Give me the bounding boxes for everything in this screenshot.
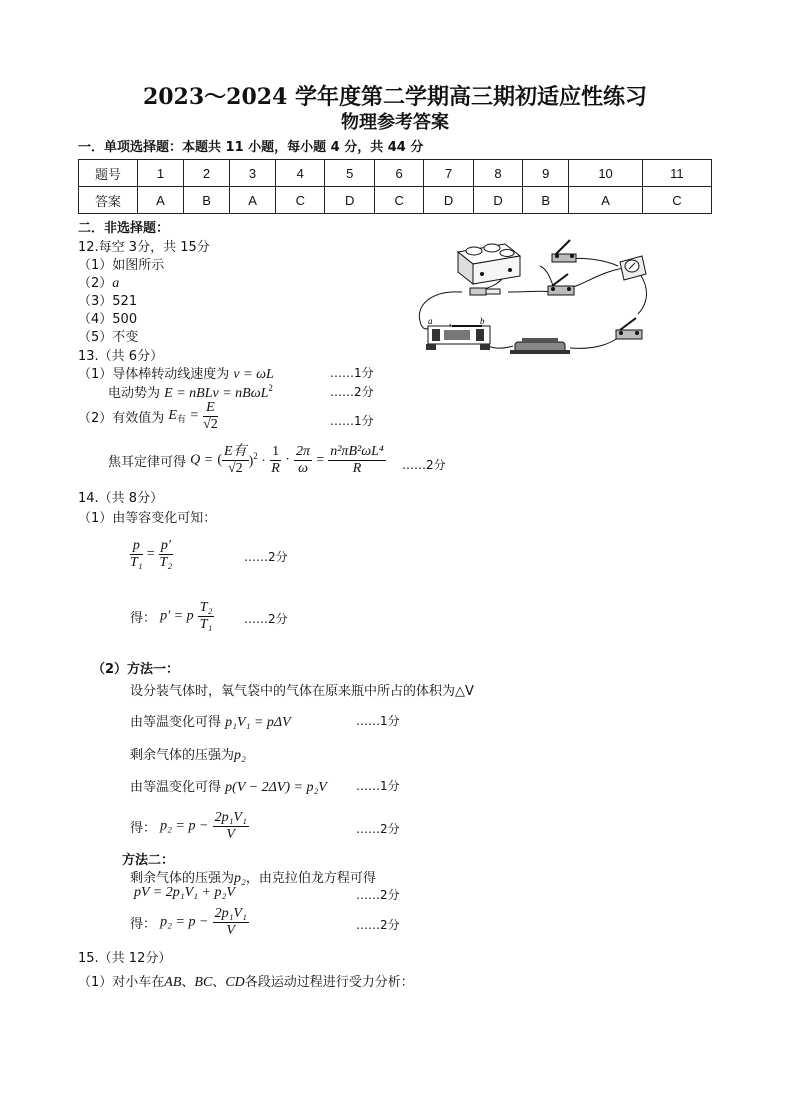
circuit-label-b: b bbox=[480, 316, 485, 326]
answer-cell: A bbox=[138, 187, 184, 214]
q12-item-2-var: a bbox=[112, 276, 120, 291]
section1-heading: 一．单项选择题：本题共 11 小题，每小题 4 分，共 44 分 bbox=[78, 140, 424, 155]
q13-l4-frac1 bbox=[222, 444, 249, 477]
q12-item-2 bbox=[78, 272, 119, 292]
q14-m1-l5-math: p₂ = p − bbox=[160, 818, 209, 834]
question-cell: 6 bbox=[374, 160, 423, 187]
q14-method2-label: 方法二： bbox=[122, 853, 175, 868]
q13-l3-score: ……1分 bbox=[330, 414, 374, 428]
question-cell: 4 bbox=[276, 160, 325, 187]
q13-l3-den: √2 bbox=[203, 417, 218, 432]
q14-m1-line5 bbox=[130, 810, 249, 843]
answer-cell: C bbox=[642, 187, 711, 214]
q13-l4-f1d: √2 bbox=[227, 461, 243, 476]
q13-l4-f3n: 2π bbox=[296, 444, 311, 459]
q13-l4-text: 焦耳定律可得 bbox=[108, 455, 187, 470]
question-cell: 1 bbox=[138, 160, 184, 187]
q14-m2-l1-var: p₂ bbox=[234, 871, 246, 886]
q14-m2-l3-math: p₂ = p − bbox=[160, 914, 209, 930]
section2-heading: 二．非选择题： bbox=[78, 221, 170, 236]
question-cell: 7 bbox=[424, 160, 473, 187]
q14-m2-l3-get: 得： bbox=[130, 917, 157, 932]
q15-l1-sep2: 、 bbox=[212, 975, 226, 990]
q14-m1-line1: 设分装气体时，氧气袋中的气体在原来瓶中所占的体积为△V bbox=[130, 684, 474, 699]
q14-m1-l4-math: p(V − 2ΔV) = p₂V bbox=[225, 780, 327, 795]
q14-m2-l3-score: ……2分 bbox=[356, 918, 400, 932]
q13-l1-score: ……1分 bbox=[330, 366, 374, 380]
q14-p1-frac1 bbox=[130, 538, 143, 571]
q14-p1-eq2 bbox=[130, 600, 214, 633]
question-cell: 11 bbox=[642, 160, 711, 187]
q14-p1-score2: ……2分 bbox=[244, 612, 288, 626]
q13-l2-text: 电动势为 bbox=[108, 386, 161, 401]
q14-p1-get: 得： bbox=[130, 611, 157, 626]
q14-m2-l3-n: 2p₁V₁ bbox=[214, 906, 247, 921]
q12-item-4: （4）500 bbox=[78, 312, 138, 327]
q13-l4-f2n: 1 bbox=[272, 444, 280, 459]
q13-l4-q: Q = bbox=[190, 452, 214, 468]
table-row-answers bbox=[79, 187, 712, 214]
q13-l3-e: E bbox=[168, 408, 177, 423]
q13-line-4: 焦耳定律可得 Q = ( $\frac{\text{E有}}{√2}$ )$^2$ · $\frac{1}{R}$ · $\frac{2\pi}{\omega}$ = $\frac{\text{n²πB²ωL⁴}}{R}$ bbox=[108, 444, 384, 476]
question-cell: 10 bbox=[569, 160, 643, 187]
question-cell: 5 bbox=[325, 160, 374, 187]
q15-l1-cd: CD bbox=[225, 975, 245, 990]
q14-m2-l2-math: pV = 2p₁V₁ + p₂V bbox=[134, 885, 235, 900]
q14-m1-l3-text: 剩余气体的压强为 bbox=[130, 748, 235, 763]
q14-m2-l1-tail: ，由克拉伯龙方程可得 bbox=[245, 871, 376, 886]
q14-m1-line2 bbox=[130, 711, 291, 731]
rheostat bbox=[510, 338, 570, 354]
wire-resistor bbox=[426, 326, 490, 350]
circuit-diagram bbox=[410, 226, 660, 366]
q14-m1-l2-text: 由等温变化可得 bbox=[130, 715, 222, 730]
q14-m1-l3-var: p₂ bbox=[234, 748, 246, 763]
q13-l4-f4d: R bbox=[352, 461, 362, 476]
row-label-questions: 题号 bbox=[79, 160, 138, 187]
q13-l1-text: （1）导体棒转动线速度为 bbox=[78, 367, 230, 382]
q14-p1-resfrac bbox=[198, 600, 215, 633]
q13-line-3: （2）有效值为 $E_有$ = $\frac{E}{√2}$ bbox=[78, 400, 218, 432]
q13-l1-math: v = ωL bbox=[233, 367, 274, 382]
page-subtitle: 物理参考答案 bbox=[341, 112, 449, 133]
q13-l4-frac2 bbox=[270, 444, 281, 477]
q13-l2-score: ……2分 bbox=[330, 385, 374, 399]
battery-box bbox=[458, 244, 520, 284]
answer-cell: D bbox=[325, 187, 374, 214]
q14-m1-l5-n: 2p₁V₁ bbox=[214, 810, 247, 825]
q14-m2-l3-frac bbox=[213, 906, 249, 939]
q13-l4-score: ……2分 bbox=[402, 458, 446, 472]
q14-p1-res: p' = p bbox=[160, 608, 194, 624]
q14-p1-f2d: T₂ bbox=[159, 555, 173, 570]
q14-m1-l5-get: 得： bbox=[130, 821, 157, 836]
q14-m1-l5-score: ……2分 bbox=[356, 822, 400, 836]
q12-header: 12.每空 3分，共 15分 bbox=[78, 240, 210, 255]
q14-m2-line2 bbox=[134, 885, 235, 901]
q14-p1-f2n: p' bbox=[160, 538, 171, 553]
q13-line-1 bbox=[78, 363, 274, 383]
answer-cell: C bbox=[374, 187, 423, 214]
q15-l1-sep1: 、 bbox=[181, 975, 195, 990]
q15-header: 15.（共 12分） bbox=[78, 951, 172, 966]
answer-cell: D bbox=[424, 187, 473, 214]
meter bbox=[620, 256, 646, 280]
question-cell: 9 bbox=[523, 160, 569, 187]
q14-p1-score1: ……2分 bbox=[244, 550, 288, 564]
answer-cell: C bbox=[276, 187, 325, 214]
q12-item-1: （1）如图所示 bbox=[78, 258, 165, 273]
question-cell: 8 bbox=[473, 160, 522, 187]
q12-item-3: （3）521 bbox=[78, 294, 138, 309]
q12-item-5: （5）不变 bbox=[78, 330, 139, 345]
answer-cell: B bbox=[523, 187, 569, 214]
q14-m1-l2-score: ……1分 bbox=[356, 714, 400, 728]
table-row-questions bbox=[79, 160, 712, 187]
answer-cell: D bbox=[473, 187, 522, 214]
q15-l1-text: （1）对小车在 bbox=[78, 975, 165, 990]
q13-l2-sup: 2 bbox=[268, 383, 273, 393]
switch-bottom-right bbox=[616, 318, 642, 339]
q13-l3-num: E bbox=[203, 400, 218, 417]
q15-l1-tail: 各段运动过程进行受力分析： bbox=[244, 975, 414, 990]
question-cell: 2 bbox=[184, 160, 230, 187]
q14-m1-l5-frac bbox=[213, 810, 249, 843]
q14-m1-l5-d: V bbox=[226, 827, 235, 842]
circuit-label-a: a bbox=[428, 316, 433, 326]
q14-p1-resn: T₂ bbox=[199, 600, 213, 615]
q15-l1-ab: AB bbox=[164, 975, 182, 990]
q13-header: 13.（共 6分） bbox=[78, 349, 164, 364]
q14-m1-l4-text: 由等温变化可得 bbox=[130, 780, 222, 795]
q14-m1-l4-score: ……1分 bbox=[356, 779, 400, 793]
q12-item-2-label: （2） bbox=[78, 276, 113, 291]
switch-middle bbox=[548, 274, 574, 295]
q13-l4-f3d: ω bbox=[298, 461, 308, 476]
q14-m1-line3 bbox=[130, 744, 246, 764]
q14-m2-l3-d: V bbox=[226, 923, 235, 938]
q13-l3-sub: 有 bbox=[176, 414, 186, 424]
q13-l2-math: E = nBLv = nBωL bbox=[164, 386, 269, 401]
answer-cell: B bbox=[184, 187, 230, 214]
q13-l4-frac3 bbox=[294, 444, 312, 477]
q13-l4-frac4 bbox=[328, 444, 386, 477]
q14-p1-f1n: p bbox=[130, 538, 143, 555]
q13-l3-fraction bbox=[203, 400, 218, 433]
q14-m1-line4 bbox=[130, 776, 327, 796]
q13-l4-f2d: R bbox=[271, 461, 280, 476]
q13-l4-f1n: E有 bbox=[224, 444, 247, 459]
q15-line-1 bbox=[78, 971, 414, 991]
q14-p1-resd: T₁ bbox=[199, 617, 213, 632]
q14-method1-label: （2）方法一： bbox=[92, 662, 180, 677]
answer-cell: A bbox=[569, 187, 643, 214]
q13-l3-text: （2）有效值为 bbox=[78, 411, 165, 426]
plug-resistor bbox=[470, 288, 500, 295]
switch-top bbox=[552, 240, 576, 262]
q14-p1-f1d: T₁ bbox=[130, 555, 143, 570]
answer-cell: A bbox=[230, 187, 276, 214]
question-cell: 3 bbox=[230, 160, 276, 187]
q15-l1-bc: BC bbox=[194, 975, 213, 990]
q14-p1-frac2 bbox=[159, 538, 173, 571]
q14-m2-l2-score: ……2分 bbox=[356, 888, 400, 902]
q14-p1-intro: （1）由等容变化可知： bbox=[78, 511, 217, 526]
q14-m1-l2-math: p₁V₁ = pΔV bbox=[225, 715, 291, 730]
page-title: 2023～2024 学年度第二学期高三期初适应性练习 bbox=[142, 84, 648, 110]
answer-table bbox=[78, 159, 712, 214]
q14-m2-line3 bbox=[130, 906, 249, 939]
q14-m2-line1 bbox=[130, 867, 376, 887]
row-label-answers: 答案 bbox=[79, 187, 138, 214]
q14-p1-eq1: $\frac{p}{\text{T₁}}$ = $\frac{p'}{\text{T₂}}$ bbox=[130, 538, 173, 570]
q13-l4-f4n: n²πB²ωL⁴ bbox=[330, 444, 384, 459]
q14-m2-l1-text: 剩余气体的压强为 bbox=[130, 871, 235, 886]
q14-header: 14.（共 8分） bbox=[78, 491, 164, 506]
q13-line-2 bbox=[108, 382, 273, 402]
